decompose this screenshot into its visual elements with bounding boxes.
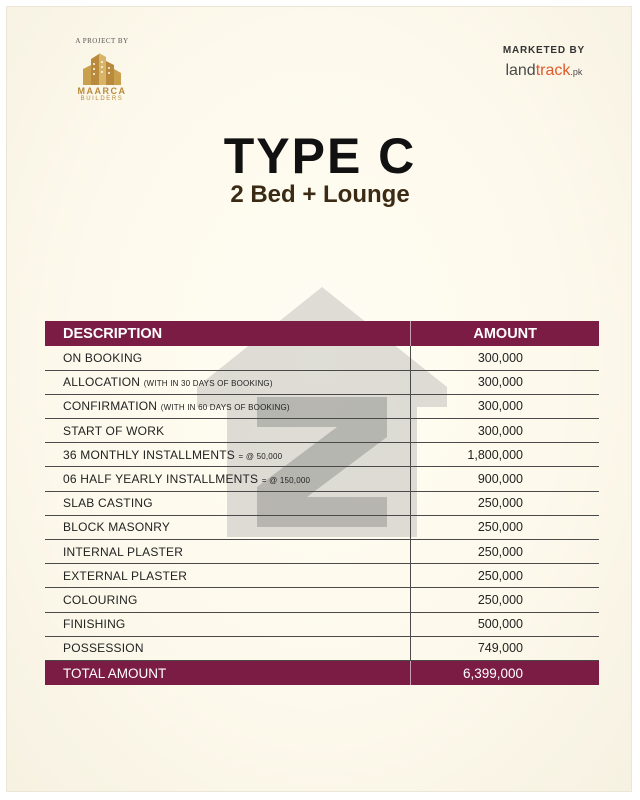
- page-title: TYPE C: [223, 128, 417, 184]
- row-amount: 900,000: [411, 467, 599, 491]
- amount-header: AMOUNT: [411, 321, 599, 346]
- row-amount: 300,000: [411, 394, 599, 418]
- row-description: [45, 346, 411, 370]
- row-amount: 1,800,000: [411, 443, 599, 467]
- row-label: INTERNAL PLASTER: [63, 544, 184, 559]
- row-amount: 300,000: [411, 419, 599, 443]
- row-description: [45, 419, 411, 443]
- row-note: (WITH IN 30 DAYS OF BOOKING): [143, 379, 273, 389]
- table-row: [45, 346, 599, 370]
- row-description: [45, 491, 411, 515]
- logo-part2: track: [535, 62, 571, 79]
- row-description: [45, 443, 411, 467]
- row-amount: 300,000: [411, 346, 599, 370]
- row-amount: 300,000: [411, 370, 599, 394]
- row-description: [45, 564, 411, 588]
- description-header: DESCRIPTION: [45, 321, 411, 346]
- logo-suffix: .pk: [570, 67, 583, 77]
- row-note: = @ 150,000: [261, 476, 311, 486]
- row-description: [45, 515, 411, 539]
- row-label: FINISHING: [63, 617, 126, 632]
- table-row: [45, 636, 599, 660]
- table-row: [45, 394, 599, 418]
- row-label: BLOCK MASONRY: [63, 520, 171, 535]
- total-amount: 6,399,000: [411, 660, 599, 685]
- project-label: A PROJECT BY: [75, 37, 129, 45]
- row-amount: 250,000: [411, 491, 599, 515]
- row-note: (WITH IN 60 DAYS OF BOOKING): [160, 403, 290, 413]
- page-subtitle: 2 Bed + Lounge: [230, 181, 410, 208]
- row-label: SLAB CASTING: [63, 496, 153, 511]
- row-amount: 250,000: [411, 588, 599, 612]
- builder-brand: [47, 37, 157, 102]
- table-row: [45, 540, 599, 564]
- row-label: 06 HALF YEARLY INSTALLMENTS: [63, 472, 259, 487]
- row-description: [45, 612, 411, 636]
- payment-plan-card: [6, 6, 632, 792]
- table-row: [45, 612, 599, 636]
- row-label: ALLOCATION: [63, 375, 141, 390]
- table-row: [45, 588, 599, 612]
- table-row: [45, 419, 599, 443]
- row-amount: 749,000: [411, 636, 599, 660]
- row-label: POSSESSION: [63, 641, 144, 656]
- row-description: [45, 394, 411, 418]
- builder-sub: BUILDERS: [80, 96, 124, 102]
- row-description: [45, 540, 411, 564]
- table-row: [45, 491, 599, 515]
- marketed-by: [503, 45, 585, 80]
- row-label: START OF WORK: [63, 423, 165, 438]
- buildings-logo-icon: [79, 51, 125, 85]
- row-description: [45, 370, 411, 394]
- row-label: COLOURING: [63, 592, 138, 607]
- row-description: [45, 588, 411, 612]
- row-label: EXTERNAL PLASTER: [63, 568, 188, 583]
- row-description: [45, 636, 411, 660]
- row-label: CONFIRMATION: [63, 399, 158, 414]
- row-note: = @ 50,000: [238, 451, 283, 461]
- row-amount: 250,000: [411, 515, 599, 539]
- total-row: [45, 660, 599, 685]
- price-table: [45, 321, 599, 685]
- table-row: [45, 515, 599, 539]
- table-row: [45, 370, 599, 394]
- table-row: [45, 443, 599, 467]
- row-amount: 250,000: [411, 540, 599, 564]
- row-amount: 500,000: [411, 612, 599, 636]
- table-row: [45, 467, 599, 491]
- row-description: [45, 467, 411, 491]
- total-label: TOTAL AMOUNT: [45, 660, 411, 685]
- table-header: [45, 321, 599, 346]
- row-amount: 250,000: [411, 564, 599, 588]
- logo-part1: land: [505, 62, 536, 79]
- marketed-label: MARKETED BY: [502, 45, 585, 56]
- row-label: ON BOOKING: [63, 350, 143, 365]
- row-label: 36 MONTHLY INSTALLMENTS: [63, 447, 235, 462]
- builder-name: MAARCA: [77, 86, 127, 96]
- table-row: [45, 564, 599, 588]
- landtrack-logo: [503, 62, 585, 80]
